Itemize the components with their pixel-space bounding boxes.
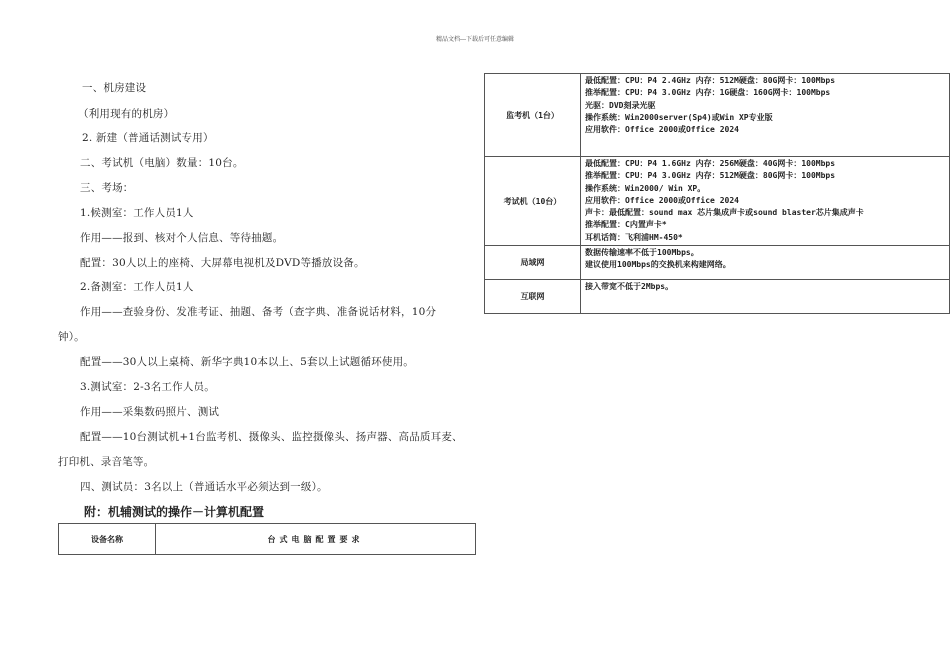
spec-line: 推举配置：C内置声卡* — [585, 220, 667, 230]
waiting-room-config: 配置：30人以上的座椅、大屏幕电视机及DVD等播放设备。 — [80, 257, 365, 269]
spec-line: 最低配置：CPU：P4 2.4GHz 内存：512M硬盘：80G网卡：100Mbps — [585, 76, 836, 85]
device-name-header: 设备名称 — [59, 524, 156, 555]
spec-line: 建议使用100Mbps的交换机来构建网络。 — [585, 260, 731, 270]
spec-line: 推举配置：CPU：P4 3.0GHz 内存：1G硬盘：160G网卡：100Mbps — [585, 88, 831, 98]
spec-line: 光驱：DVD刻录光驱 — [585, 100, 656, 110]
waiting-room-purpose: 作用——报到、核对个人信息、等待抽题。 — [80, 232, 284, 244]
spec-line: 数据传输速率不低于100Mbps。 — [585, 248, 699, 258]
prep-room: 2.备测室：工作人员1人 — [80, 281, 194, 293]
spec-line: 操作系统：Win2000server(Sp4)或Win XP专业版 — [585, 112, 773, 122]
prep-room-config: 配置——30人以上桌椅、新华字典10本以上、5套以上试题循环使用。 — [80, 356, 415, 368]
config-header-table — [58, 523, 476, 555]
header-note: 精品文档---下载后可任意编辑 — [435, 36, 515, 43]
spec-line: 应用软件：Office 2000或Office 2024 — [585, 125, 739, 135]
section-1-item-2: 2. 新建（普通话测试专用） — [82, 132, 214, 144]
section-3-title: 三、考场： — [80, 182, 134, 194]
table-row — [485, 246, 950, 280]
device-cell: 考试机（10台） — [485, 157, 581, 246]
prep-room-purpose-cont: 钟）。 — [58, 331, 85, 343]
spec-line: 最低配置：CPU：P4 1.6GHz 内存：256M硬盘：40G网卡：100Mbps — [585, 159, 836, 168]
spec-line: 应用软件：Office 2000或Office 2024 — [585, 195, 739, 205]
device-cell: 监考机（1台） — [485, 74, 581, 157]
section-1-note: （利用现有的机房） — [78, 108, 175, 120]
config-cell — [581, 157, 950, 246]
spec-line: 声卡：最低配置：sound max 芯片集成声卡或sound blaster芯片集成声卡 — [585, 208, 864, 218]
spec-table — [484, 73, 950, 314]
device-cell: 局域网 — [485, 246, 581, 280]
test-room-purpose: 作用——采集数码照片、测试 — [80, 406, 220, 418]
test-room-config: 配置——10台测试机+1台监考机、摄像头、监控摄像头、扬声器、高品质耳麦、 — [80, 431, 463, 443]
section-4-title: 四、测试员：3名以上（普通话水平必须达到一级）。 — [80, 481, 328, 493]
spec-line: 耳机话筒：飞利浦HM-450* — [585, 232, 683, 242]
section-1-title: 一、机房建设 — [82, 82, 147, 94]
test-room: 3.测试室：2-3名工作人员。 — [80, 381, 215, 393]
config-cell — [581, 280, 950, 314]
table-row — [485, 74, 950, 157]
prep-room-purpose: 作用——查验身份、发准考证、抽题、备考（查字典、准备说话材料，10分 — [80, 306, 437, 318]
config-cell — [581, 246, 950, 280]
config-requirement-header: 台式电脑配置要求 — [156, 524, 476, 555]
spec-line: 操作系统：Win2000/ Win XP。 — [585, 183, 706, 193]
spec-line: 推举配置：CPU：P4 3.0GHz 内存：512M硬盘：80G网卡：100Mbps — [585, 171, 836, 181]
test-room-config-cont: 打印机、录音笔等。 — [58, 456, 155, 468]
section-2-title: 二、考试机（电脑）数量：10台。 — [80, 157, 244, 169]
device-cell: 互联网 — [485, 280, 581, 314]
spec-line: 接入带宽不低于2Mbps。 — [585, 282, 674, 292]
config-cell — [581, 74, 950, 157]
table-row — [485, 157, 950, 246]
waiting-room: 1.候测室：工作人员1人 — [80, 207, 194, 219]
table-row — [485, 280, 950, 314]
appendix-heading: 附：机辅测试的操作－计算机配置 — [84, 505, 265, 519]
